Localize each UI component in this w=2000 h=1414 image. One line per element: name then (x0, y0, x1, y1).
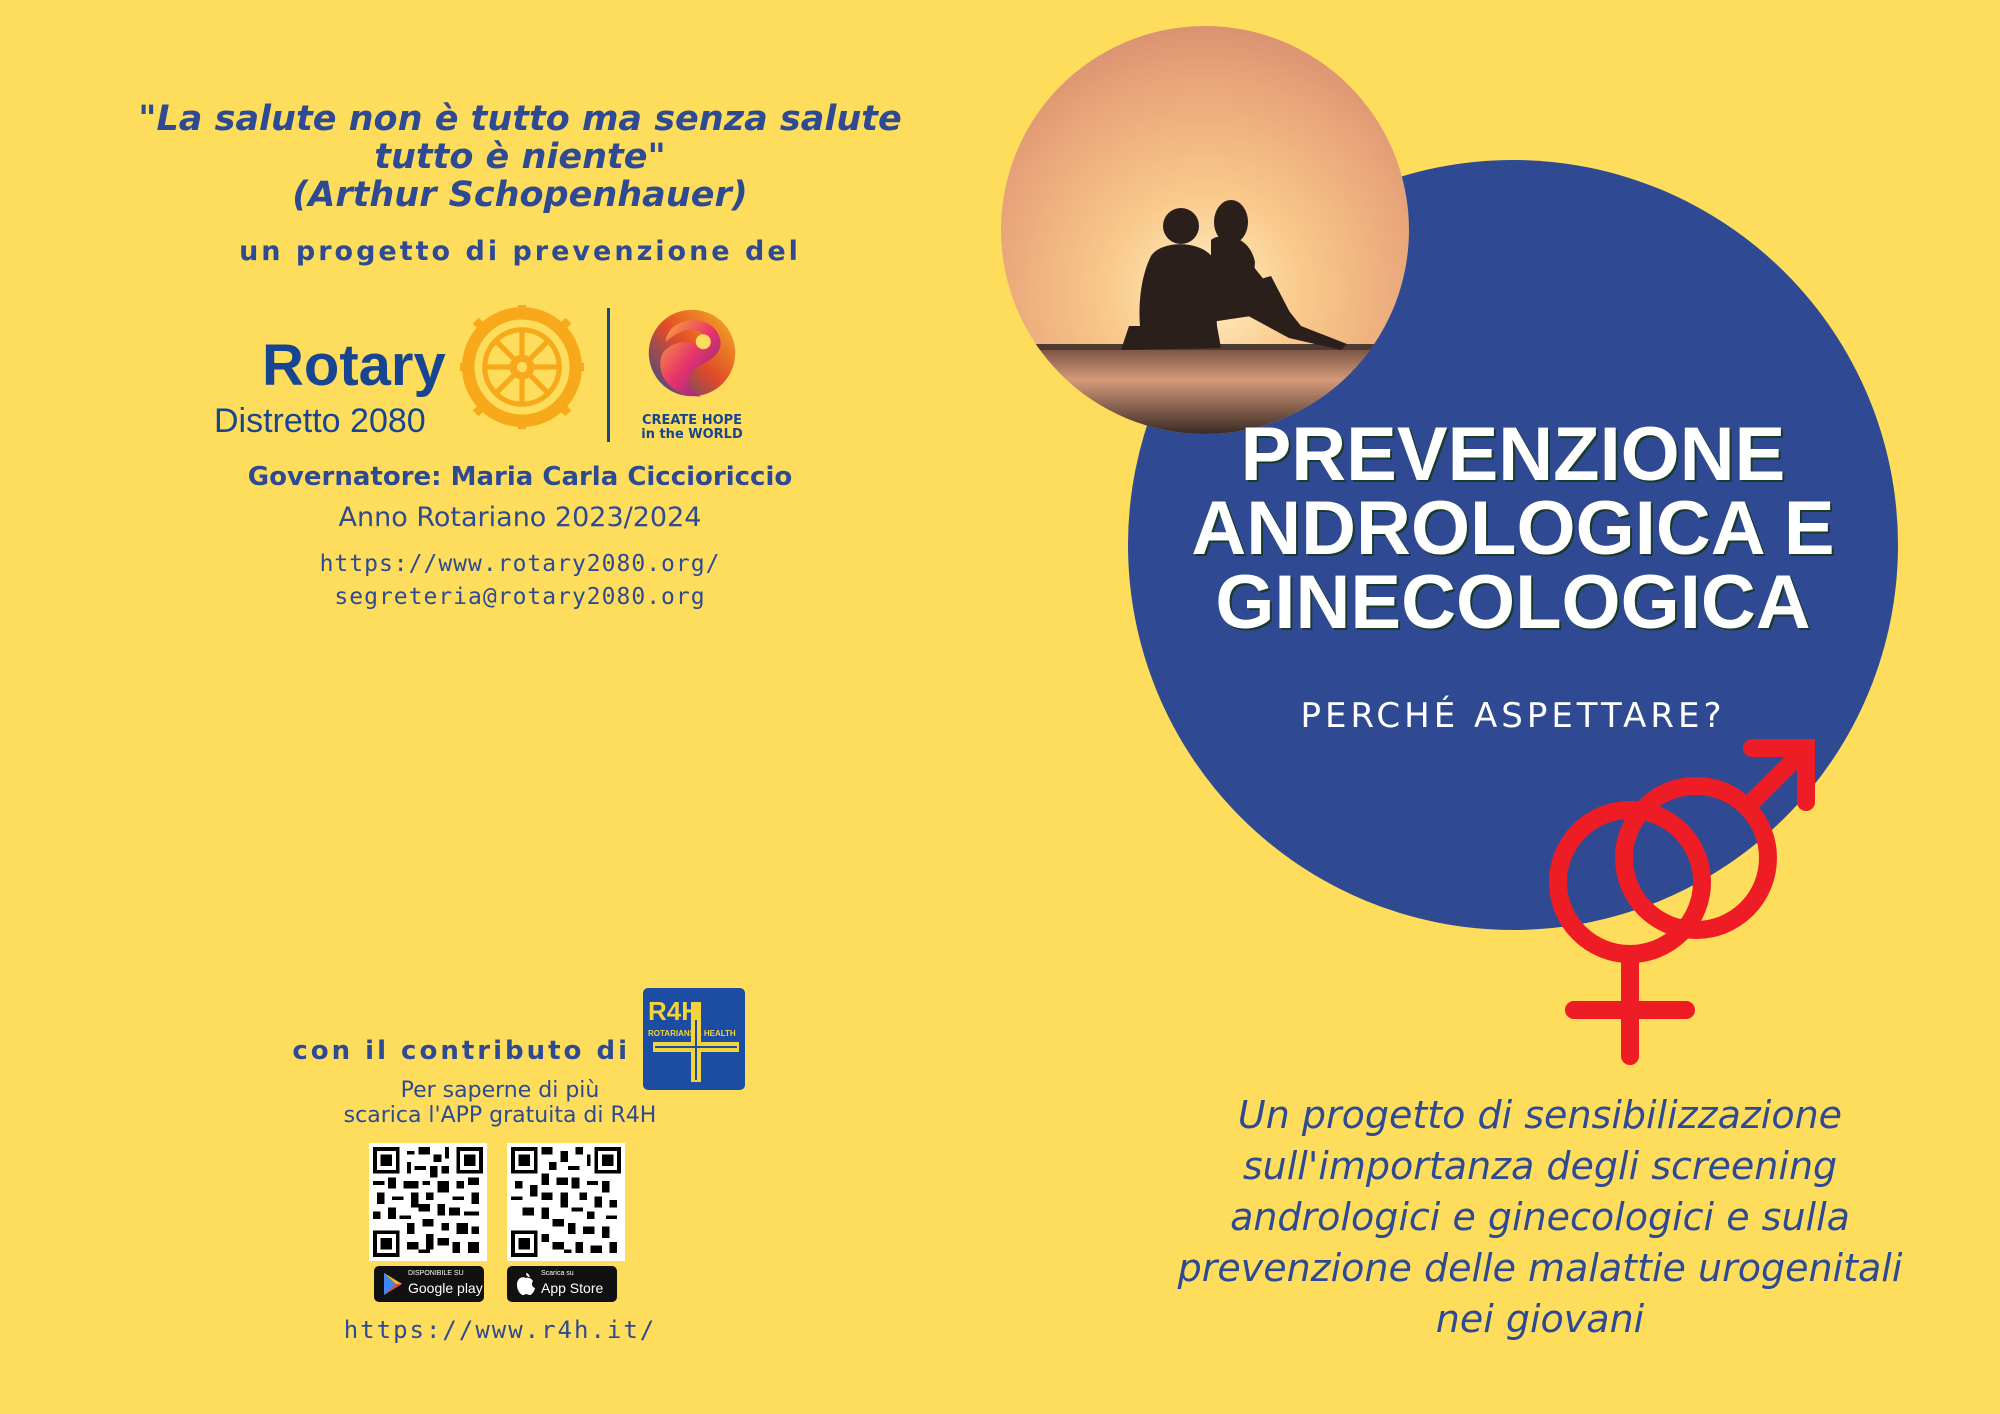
app-info (300, 1078, 700, 1128)
description-line-5: nei giovani (1435, 1297, 1645, 1341)
qr-code-icon (511, 1147, 621, 1257)
description-line-2: sull'importanza degli screening (1242, 1144, 1838, 1188)
create-hope-logo (645, 306, 739, 400)
google-play-small: DISPONIBILE SU (408, 1270, 464, 1277)
r4h-logo-text: R4H (648, 996, 701, 1026)
contribution-label: con il contributo di (292, 1036, 630, 1066)
governor: Governatore: Maria Carla Ciccioriccio (247, 462, 793, 492)
hope-line-1: CREATE HOPE (641, 413, 743, 428)
quote-line-2: tutto è niente" (374, 137, 666, 177)
project-line: un progetto di prevenzione del (239, 236, 801, 267)
project-description (1160, 1090, 1920, 1345)
app-store-label: App Store (541, 1280, 604, 1296)
google-play-label: Google play (408, 1280, 483, 1296)
title-line-1: PREVENZIONE (1240, 412, 1786, 497)
gender-symbol-icon (1530, 730, 1830, 1070)
quote (130, 100, 910, 214)
google-play-badge[interactable] (374, 1266, 484, 1302)
r4h-logo-subtext: ROTARIANS 4 HEALTH (648, 1029, 736, 1038)
subtitle: PERCHÉ ASPETTARE? (1300, 696, 1726, 736)
info-line-1: Per saperne di più (400, 1078, 600, 1103)
main-title (1148, 412, 1878, 645)
app-store-small: Scarica su (541, 1270, 574, 1277)
description-line-4: prevenzione delle malattie urogenitali (1177, 1246, 1903, 1290)
quote-line-1: "La salute non è tutto ma senza salute (138, 99, 902, 139)
rotary-year: Anno Rotariano 2023/2024 (338, 502, 702, 533)
rotary-district: Distretto 2080 (214, 402, 426, 440)
email-link[interactable]: segreteria@rotary2080.org (334, 584, 706, 610)
rotary-wordmark: Rotary (262, 333, 446, 398)
info-line-2: scarica l'APP gratuita di R4H (343, 1103, 657, 1128)
sunset-photo-image (1001, 26, 1409, 434)
r4h-url[interactable]: https://www.r4h.it/ (343, 1316, 657, 1344)
contacts (130, 548, 910, 614)
google-play-icon (382, 1272, 404, 1296)
apple-icon (515, 1272, 537, 1296)
title-line-2: ANDROLOGICA E (1191, 486, 1835, 571)
title-line-3: GINECOLOGICA (1215, 560, 1811, 645)
create-hope-text (622, 414, 762, 442)
description-line-3: andrologici e ginecologici e sulla (1230, 1195, 1850, 1239)
qr-code-google-play[interactable] (369, 1143, 487, 1261)
qr-code-icon (373, 1147, 483, 1257)
app-store-badge[interactable] (507, 1266, 617, 1302)
description-line-1: Un progetto di sensibilizzazione (1237, 1093, 1843, 1137)
couple-sunset-photo (1001, 26, 1409, 434)
website-link[interactable]: https://www.rotary2080.org/ (319, 551, 721, 577)
qr-code-app-store[interactable] (507, 1143, 625, 1261)
logo-divider (607, 308, 610, 442)
rotary-wheel-icon (460, 305, 584, 429)
hope-line-2: in the WORLD (641, 427, 743, 442)
quote-author: (Arthur Schopenhauer) (292, 175, 748, 215)
